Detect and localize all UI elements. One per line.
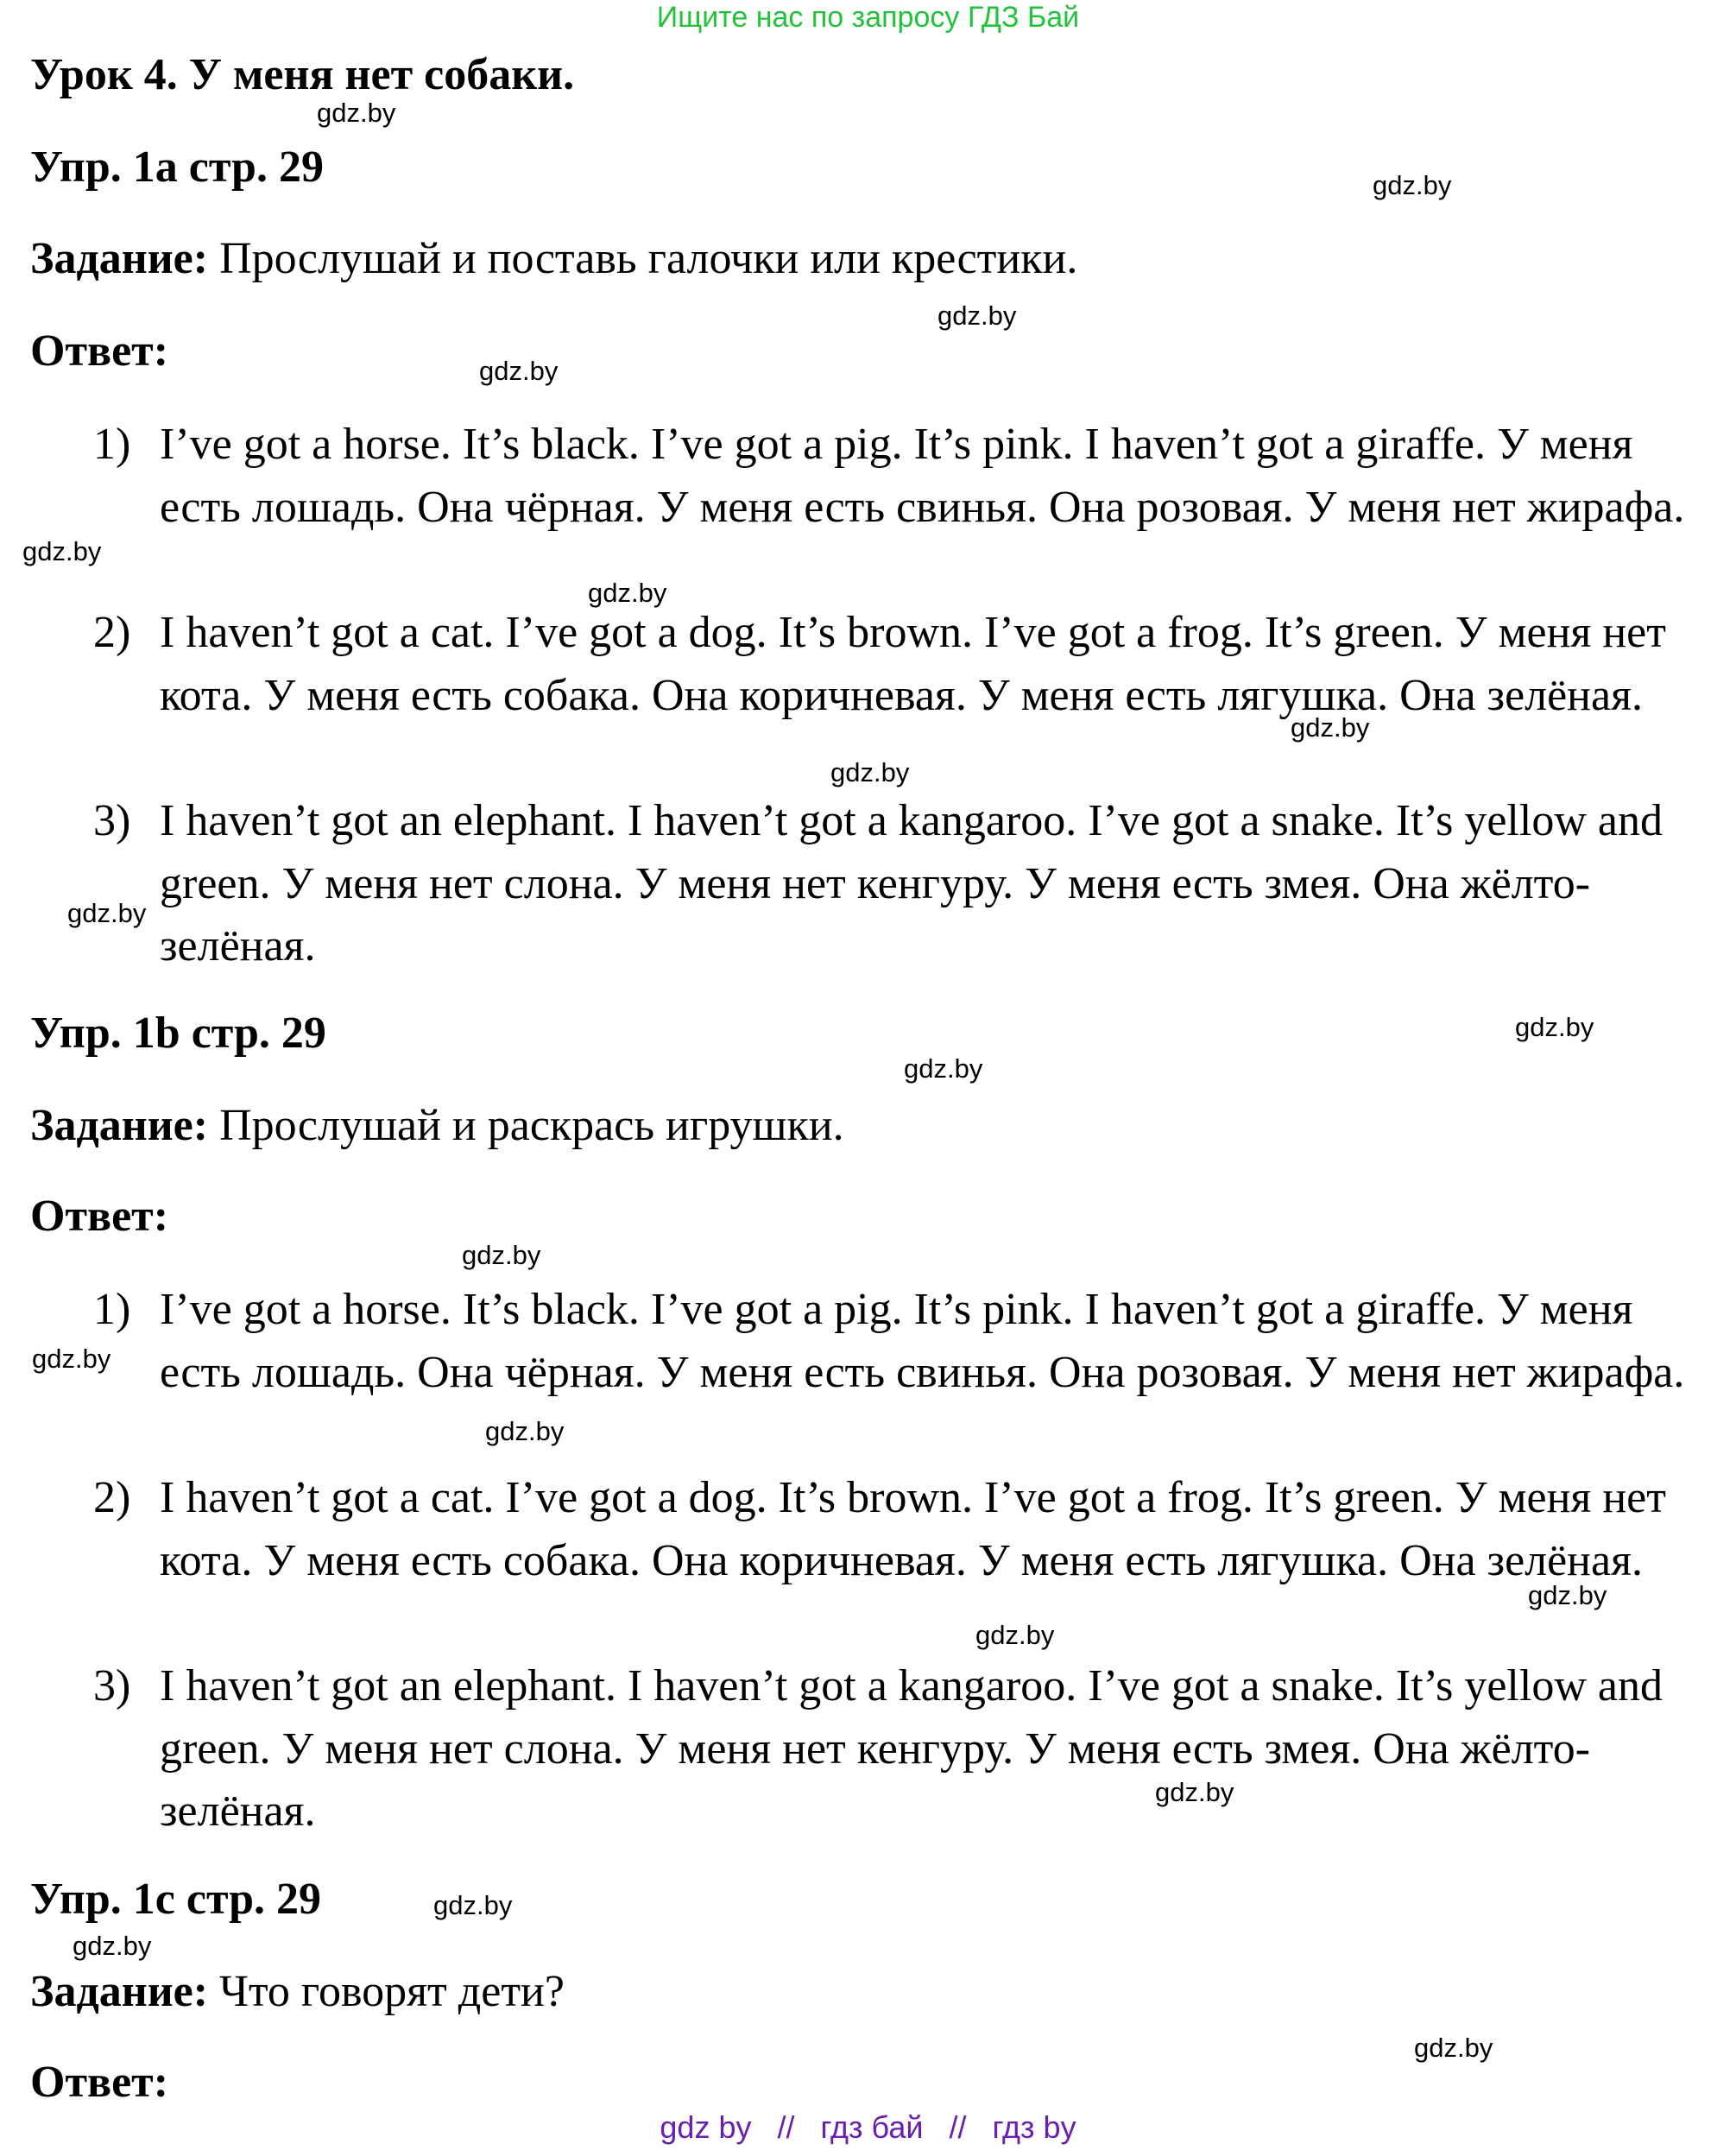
footer-separator: //: [777, 2109, 795, 2145]
task-label: Задание:: [30, 234, 209, 283]
watermark-text: gdz.by: [830, 757, 910, 787]
answer-label-1c: Ответ:: [30, 2058, 169, 2107]
exercise-heading-1c: Упр. 1с стр. 29: [30, 1875, 322, 1924]
task-text: Прослушай и поставь галочки или крестики.: [219, 234, 1078, 283]
answer-list-1a: [0, 414, 1736, 978]
list-item: [0, 1655, 1736, 1843]
item-text: I’ve got a horse. It’s black. I’ve got a pig. It’s pink. I haven’t got a giraffe. У меня есть лошадь. Она чёрная. У меня есть свинья. Она розовая. У меня нет жирафа.: [160, 420, 1685, 532]
item-number: 2): [93, 1473, 131, 1522]
task-1c: [30, 1964, 565, 2020]
task-1a: [30, 231, 1077, 287]
watermark-text: gdz.by: [1291, 712, 1370, 743]
watermark-text: gdz.by: [462, 1240, 541, 1270]
watermark-text: gdz.by: [485, 1416, 565, 1446]
watermark-text: gdz.by: [433, 1890, 513, 1920]
watermark-text: gdz.by: [975, 1620, 1055, 1650]
watermark-text: gdz.by: [1373, 170, 1452, 200]
exercise-heading-1b: Упр. 1b стр. 29: [30, 1009, 326, 1058]
task-text: Что говорят дети?: [219, 1967, 565, 2016]
item-number: 3): [93, 796, 131, 845]
footer-link-gdz-bai[interactable]: гдз бай: [820, 2109, 924, 2145]
answer-label-1b: Ответ:: [30, 1192, 169, 1241]
answer-list-1b: [0, 1279, 1736, 1843]
list-item: [0, 1467, 1736, 1655]
watermark-text: gdz.by: [588, 578, 667, 608]
watermark-text: gdz.by: [73, 1931, 152, 1961]
watermark-text: gdz.by: [1414, 2033, 1493, 2063]
list-item: [0, 1279, 1736, 1467]
watermark-text: gdz.by: [317, 98, 396, 128]
task-1b: [30, 1098, 844, 1154]
watermark-text: gdz.by: [937, 300, 1017, 331]
item-number: 3): [93, 1661, 131, 1711]
item-text: I’ve got a horse. It’s black. I’ve got a pig. It’s pink. I haven’t got a giraffe. У меня есть лошадь. Она чёрная. У меня есть свинья. Она розовая. У меня нет жирафа.: [160, 1285, 1685, 1397]
lesson-title: Урок 4. У меня нет собаки.: [30, 50, 575, 99]
item-text: I haven’t got a cat. I’ve got a dog. It’s brown. I’ve got a frog. It’s green. У меня нет кота. У меня есть собака. Она коричневая. У меня есть лягушка. Она зелёная.: [160, 608, 1666, 720]
task-label: Задание:: [30, 1967, 209, 2016]
exercise-heading-1a: Упр. 1а стр. 29: [30, 142, 324, 192]
item-number: 1): [93, 420, 131, 469]
watermark-text: gdz.by: [904, 1053, 983, 1084]
watermark-text: gdz.by: [1155, 1777, 1234, 1807]
list-item: [0, 414, 1736, 602]
watermark-text: gdz.by: [479, 356, 559, 386]
watermark-text: gdz.by: [67, 898, 147, 928]
footer-link-gdz-by-cyr[interactable]: гдз by: [992, 2109, 1076, 2145]
watermark-text: gdz.by: [22, 536, 102, 566]
footer-separator: //: [949, 2109, 967, 2145]
watermark-text: gdz.by: [1515, 1012, 1594, 1042]
item-number: 1): [93, 1285, 131, 1334]
list-item: [0, 790, 1736, 978]
item-text: I haven’t got an elephant. I haven’t got a kangaroo. I’ve got a snake. It’s yellow and green. У меня нет слона. У меня нет кенгуру. У меня есть змея. Она жёлто-зелёная.: [160, 1661, 1663, 1836]
task-text: Прослушай и раскрась игрушки.: [219, 1101, 844, 1150]
watermark-text: gdz.by: [1528, 1580, 1607, 1610]
answer-label-1a: Ответ:: [30, 326, 169, 376]
item-text: I haven’t got an elephant. I haven’t got a kangaroo. I’ve got a snake. It’s yellow and green. У меня нет слона. У меня нет кенгуру. У меня есть змея. Она жёлто-зелёная.: [160, 796, 1663, 971]
watermark-text: gdz.by: [32, 1344, 111, 1374]
task-label: Задание:: [30, 1101, 209, 1150]
footer-links: [0, 2109, 1736, 2146]
item-text: I haven’t got a cat. I’ve got a dog. It’s brown. I’ve got a frog. It’s green. У меня нет кота. У меня есть собака. Она коричневая. У меня есть лягушка. Она зелёная.: [160, 1473, 1666, 1585]
footer-link-gdz-by[interactable]: gdz by: [660, 2109, 752, 2145]
top-banner-link[interactable]: Ищите нас по запросу ГДЗ Бай: [656, 1, 1080, 34]
item-number: 2): [93, 608, 131, 657]
